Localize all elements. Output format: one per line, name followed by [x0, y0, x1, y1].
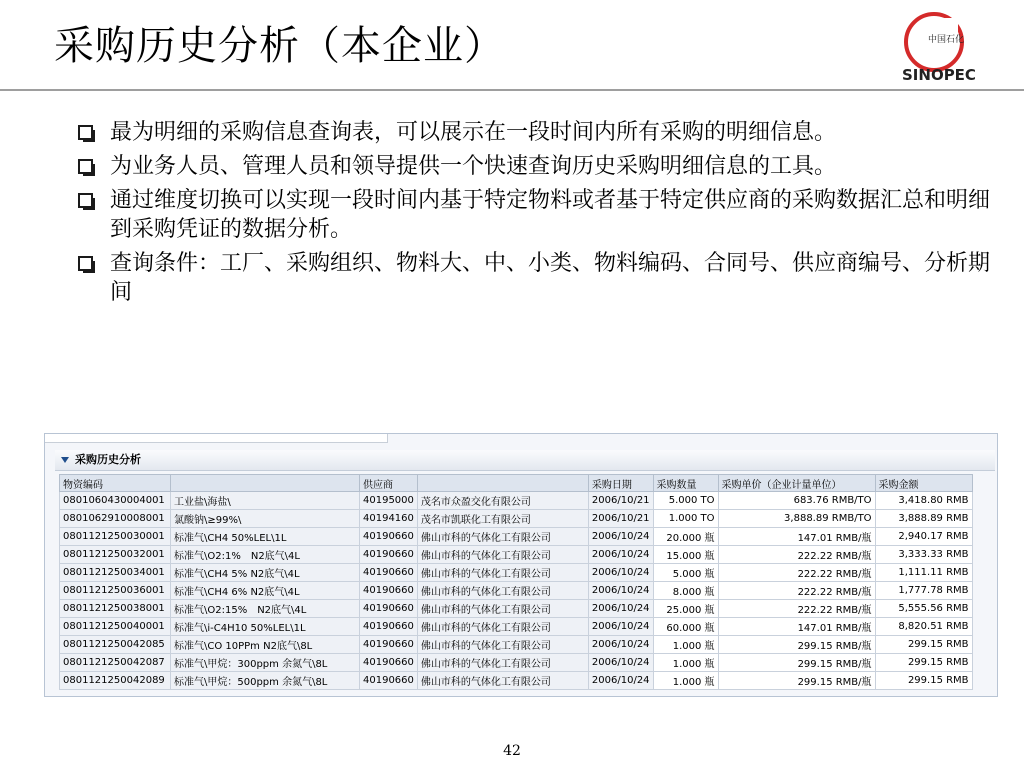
- bullet-item: 通过维度切换可以实现一段时间内基于特定物料或者基于特定供应商的采购数据汇总和明细到采购凭证的数据分析。: [78, 186, 998, 244]
- cell-vendor-name: 佛山市科的气体化工有限公司: [417, 672, 588, 690]
- collapse-triangle-icon[interactable]: [61, 457, 69, 463]
- toolbar-area: [45, 434, 388, 443]
- cell-vendor-code: 40190660: [360, 528, 418, 546]
- cell-date: 2006/10/21: [588, 492, 653, 510]
- cell-amount: 299.15 RMB: [875, 654, 972, 672]
- cell-quantity: 5.000 瓶: [653, 564, 718, 582]
- cell-material-code: 080112125003400​1: [60, 564, 171, 582]
- cell-quantity: 25.000 瓶: [653, 600, 718, 618]
- cell-material-code: 080106291000800​1: [60, 510, 171, 528]
- table-row[interactable]: [60, 564, 973, 582]
- svg-text:中国石化: 中国石化: [928, 35, 965, 45]
- table-row[interactable]: [60, 582, 973, 600]
- cell-material-desc: 标准气\甲烷：300ppm 余氮气\8L: [171, 654, 360, 672]
- svg-text:SINOPEC: SINOPEC: [902, 66, 976, 84]
- cell-vendor-name: 佛山市科的气体化工有限公司: [417, 600, 588, 618]
- col-header-material-code[interactable]: 物资编码: [60, 475, 171, 492]
- table-row[interactable]: [60, 510, 973, 528]
- cell-material-desc: 标准气\甲烷：500ppm 余氮气\8L: [171, 672, 360, 690]
- cell-quantity: 60.000 瓶: [653, 618, 718, 636]
- col-header-unit-price[interactable]: 采购单价（企业计量单位）: [718, 475, 875, 492]
- cell-unit-price: 3,888.89 RMB/TO: [718, 510, 875, 528]
- cell-unit-price: 299.15 RMB/瓶: [718, 654, 875, 672]
- cell-amount: 1,111.11 RMB: [875, 564, 972, 582]
- cell-vendor-code: 40190660: [360, 600, 418, 618]
- report-screenshot: [44, 433, 998, 697]
- checkbox-bullet-icon: [78, 125, 93, 140]
- cell-quantity: 8.000 瓶: [653, 582, 718, 600]
- cell-material-desc: 标准气\CO 10PPm N2底气\8L: [171, 636, 360, 654]
- cell-vendor-name: 佛山市科的气体化工有限公司: [417, 528, 588, 546]
- bullet-item: 查询条件：工厂、采购组织、物料大、中、小类、物料编码、合同号、供应商编号、分析期间: [78, 249, 998, 307]
- cell-material-code: 080112125004000​1: [60, 618, 171, 636]
- table-row[interactable]: [60, 546, 973, 564]
- cell-unit-price: 222.22 RMB/瓶: [718, 600, 875, 618]
- table-row[interactable]: [60, 636, 973, 654]
- cell-quantity: 1.000 瓶: [653, 654, 718, 672]
- cell-material-code: 080112125004208​7: [60, 654, 171, 672]
- cell-vendor-name: 佛山市科的气体化工有限公司: [417, 546, 588, 564]
- cell-amount: 1,777.78 RMB: [875, 582, 972, 600]
- cell-material-code: 080112125003800​1: [60, 600, 171, 618]
- cell-unit-price: 683.76 RMB/TO: [718, 492, 875, 510]
- cell-quantity: 15.000 瓶: [653, 546, 718, 564]
- cell-material-desc: 标准气\CH4 50%LEL\1L: [171, 528, 360, 546]
- cell-vendor-code: 40190660: [360, 564, 418, 582]
- cell-material-desc: 工业盐\海盐\: [171, 492, 360, 510]
- bullet-item: 为业务人员、管理人员和领导提供一个快速查询历史采购明细信息的工具。: [78, 152, 998, 181]
- cell-amount: 299.15 RMB: [875, 672, 972, 690]
- checkbox-bullet-icon: [78, 256, 93, 271]
- cell-amount: 2,940.17 RMB: [875, 528, 972, 546]
- cell-quantity: 1.000 TO: [653, 510, 718, 528]
- table-row[interactable]: [60, 600, 973, 618]
- cell-vendor-name: 佛山市科的气体化工有限公司: [417, 582, 588, 600]
- cell-vendor-code: 40190660: [360, 654, 418, 672]
- table-row[interactable]: [60, 492, 973, 510]
- cell-date: 2006/10/24: [588, 618, 653, 636]
- cell-material-code: 080112125004208​5: [60, 636, 171, 654]
- cell-unit-price: 222.22 RMB/瓶: [718, 582, 875, 600]
- cell-unit-price: 299.15 RMB/瓶: [718, 636, 875, 654]
- col-header-vendor-name[interactable]: [417, 475, 588, 492]
- cell-vendor-code: 40190660: [360, 546, 418, 564]
- cell-amount: 3,888.89 RMB: [875, 510, 972, 528]
- cell-quantity: 1.000 瓶: [653, 636, 718, 654]
- cell-material-code: 080112125004208​9: [60, 672, 171, 690]
- cell-material-code: 080112125003200​1: [60, 546, 171, 564]
- panel-header[interactable]: [55, 450, 995, 471]
- cell-amount: 8,820.51 RMB: [875, 618, 972, 636]
- cell-date: 2006/10/24: [588, 528, 653, 546]
- cell-material-desc: 氯酸钠\≥99%\: [171, 510, 360, 528]
- cell-material-code: 080106043000400​1: [60, 492, 171, 510]
- title-divider: [0, 89, 1024, 91]
- col-header-date[interactable]: 采购日期: [588, 475, 653, 492]
- cell-date: 2006/10/24: [588, 600, 653, 618]
- cell-material-desc: 标准气\O2:1% N2底气\4L: [171, 546, 360, 564]
- cell-date: 2006/10/21: [588, 510, 653, 528]
- cell-vendor-code: 40190660: [360, 636, 418, 654]
- table-row[interactable]: [60, 654, 973, 672]
- cell-unit-price: 147.01 RMB/瓶: [718, 618, 875, 636]
- table-header-row: [60, 475, 973, 492]
- col-header-vendor[interactable]: 供应商: [360, 475, 418, 492]
- cell-vendor-code: 40190660: [360, 672, 418, 690]
- cell-amount: 299.15 RMB: [875, 636, 972, 654]
- table-row[interactable]: [60, 618, 973, 636]
- checkbox-bullet-icon: [78, 193, 93, 208]
- col-header-amount[interactable]: 采购金额: [875, 475, 972, 492]
- cell-date: 2006/10/24: [588, 672, 653, 690]
- table-row[interactable]: [60, 528, 973, 546]
- panel-title: 采购历史分析: [75, 453, 141, 466]
- cell-unit-price: 147.01 RMB/瓶: [718, 528, 875, 546]
- cell-vendor-name: 茂名市众盈交化有限公司: [417, 492, 588, 510]
- cell-date: 2006/10/24: [588, 654, 653, 672]
- cell-vendor-code: 40194160: [360, 510, 418, 528]
- cell-material-desc: 标准气\CH4 5% N2底气\4L: [171, 564, 360, 582]
- cell-vendor-name: 佛山市科的气体化工有限公司: [417, 564, 588, 582]
- cell-amount: 3,333.33 RMB: [875, 546, 972, 564]
- cell-unit-price: 222.22 RMB/瓶: [718, 564, 875, 582]
- cell-date: 2006/10/24: [588, 582, 653, 600]
- bullet-list: [78, 118, 998, 312]
- cell-quantity: 20.000 瓶: [653, 528, 718, 546]
- cell-date: 2006/10/24: [588, 636, 653, 654]
- cell-date: 2006/10/24: [588, 564, 653, 582]
- checkbox-bullet-icon: [78, 159, 93, 174]
- cell-quantity: 5.000 TO: [653, 492, 718, 510]
- cell-amount: 3,418.80 RMB: [875, 492, 972, 510]
- cell-material-code: 080112125003000​1: [60, 528, 171, 546]
- cell-unit-price: 299.15 RMB/瓶: [718, 672, 875, 690]
- cell-material-desc: 标准气\O2:15% N2底气\4L: [171, 600, 360, 618]
- cell-quantity: 1.000 瓶: [653, 672, 718, 690]
- cell-vendor-code: 40195000: [360, 492, 418, 510]
- col-header-material-desc[interactable]: [171, 475, 360, 492]
- col-header-quantity[interactable]: 采购数量: [653, 475, 718, 492]
- table-row[interactable]: [60, 672, 973, 690]
- cell-vendor-name: 佛山市科的气体化工有限公司: [417, 636, 588, 654]
- cell-vendor-code: 40190660: [360, 618, 418, 636]
- cell-material-desc: 标准气\CH4 6% N2底气\4L: [171, 582, 360, 600]
- bullet-item: 最为明细的采购信息查询表，可以展示在一段时间内所有采购的明细信息。: [78, 118, 998, 147]
- page-number: 42: [503, 743, 521, 759]
- cell-vendor-name: 佛山市科的气体化工有限公司: [417, 654, 588, 672]
- sinopec-logo: [898, 8, 976, 84]
- cell-unit-price: 222.22 RMB/瓶: [718, 546, 875, 564]
- cell-vendor-name: 佛山市科的气体化工有限公司: [417, 618, 588, 636]
- purchase-history-table: [59, 474, 973, 690]
- cell-date: 2006/10/24: [588, 546, 653, 564]
- cell-material-desc: 标准气\i-C4H10 50%LEL\1L: [171, 618, 360, 636]
- cell-vendor-code: 40190660: [360, 582, 418, 600]
- cell-vendor-name: 茂名市凯联化工有限公司: [417, 510, 588, 528]
- cell-amount: 5,555.56 RMB: [875, 600, 972, 618]
- cell-material-code: 080112125003600​1: [60, 582, 171, 600]
- slide-title: 采购历史分析（本企业）: [54, 23, 505, 69]
